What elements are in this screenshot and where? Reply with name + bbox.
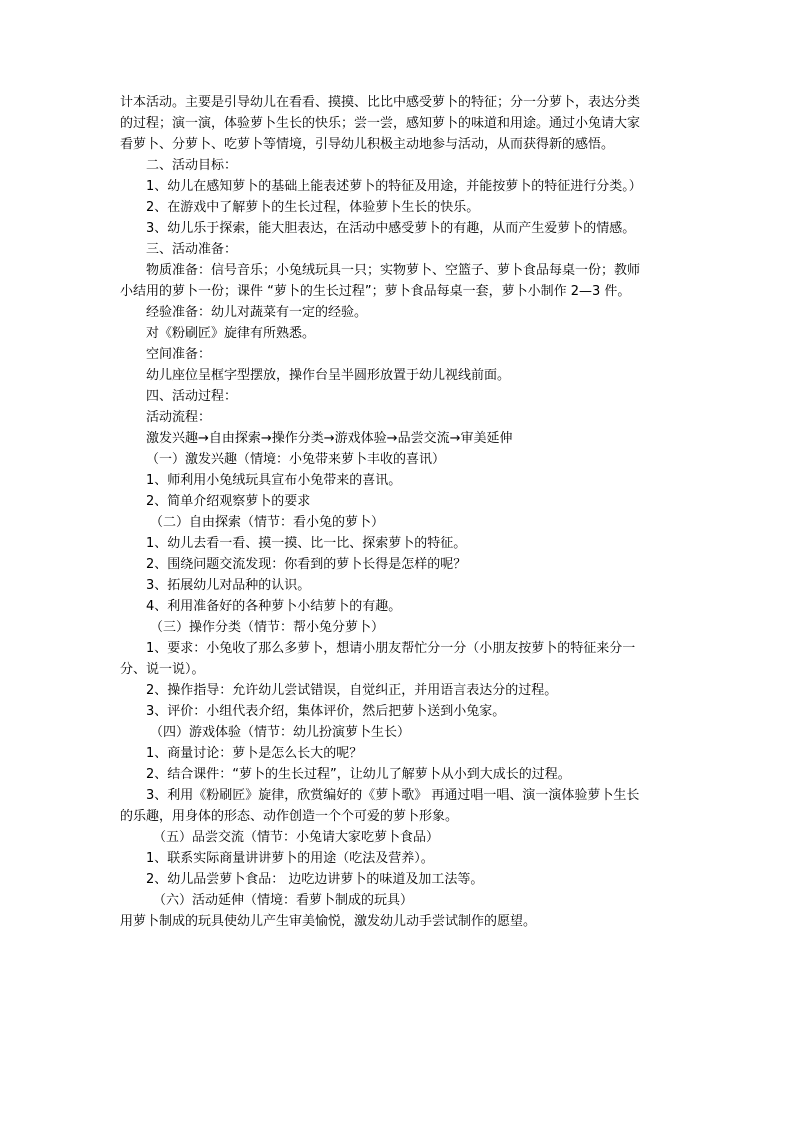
document-line: 2、操作指导：允许幼儿尝试错误，自觉纠正，并用语言表达分的过程。: [146, 683, 558, 698]
document-line: 2、结合课件：“萝卜的生长过程”，让幼儿了解萝卜从小到大成长的过程。: [146, 767, 571, 782]
document-line: 4、利用准备好的各种萝卜小结萝卜的有趣。: [146, 599, 402, 614]
document-line: 物质准备：信号音乐；小兔绒玩具一只；实物萝卜、空篮子、萝卜食品每桌一份；教师: [146, 263, 641, 278]
document-line: （五）品尝交流（情节：小兔请大家吃萝卜食品）: [153, 830, 440, 845]
document-line: 幼儿座位呈框字型摆放，操作台呈半圆形放置于幼儿视线前面。: [146, 368, 511, 383]
document-line: （一）激发兴趣（情境：小兔带来萝卜丰收的喜讯）: [146, 452, 446, 467]
document-line: 空间准备：: [146, 347, 212, 362]
document-line: 看萝卜、分萝卜、吃萝卜等情境，引导幼儿积极主动地参与活动，从而获得新的感悟。: [120, 137, 615, 152]
document-line: （四）游戏体验（情节：幼儿扮演萝卜生长）: [150, 725, 411, 740]
document-line: 3、拓展幼儿对品种的认识。: [146, 578, 311, 593]
document-line: 经验准备：幼儿对蔬菜有一定的经验。: [146, 305, 368, 320]
document-line: 2、围绕问题交流发现：你看到的萝卜长得是怎样的呢？: [146, 557, 467, 572]
document-line: 3、利用《粉刷匠》旋律，欣赏编好的《萝卜歌》 再通过唱一唱、演一演体验萝卜生长: [146, 788, 640, 803]
document-line: 分、说一说）。: [120, 662, 205, 677]
document-line: 1、要求：小兔收了那么多萝卜，想请小朋友帮忙分一分（小朋友按萝卜的特征来分一: [146, 641, 636, 656]
document-line: 1、商量讨论：萝卜是怎么长大的呢？: [146, 746, 363, 761]
document-line: 计本活动。主要是引导幼儿在看看、摸摸、比比中感受萝卜的特征；分一分萝卜，表达分类: [120, 95, 641, 110]
document-line: 1、师利用小兔绒玩具宣布小兔带来的喜讯。: [146, 473, 402, 488]
document-line: 用萝卜制成的玩具使幼儿产生审美愉悦，激发幼儿动手尝试制作的愿望。: [120, 914, 537, 929]
document-line: 2、简单介绍观察萝卜的要求: [146, 494, 311, 509]
document-line: 三、活动准备：: [146, 242, 238, 257]
document-line: 对《粉刷匠》旋律有所熟悉。: [146, 326, 316, 341]
document-line: （二）自由探索（情节：看小兔的萝卜）: [150, 515, 385, 530]
document-line: （三）操作分类（情节：帮小兔分萝卜）: [150, 620, 385, 635]
document-line: 二、活动目标：: [146, 158, 238, 173]
document-line: 小结用的萝卜一份；课件 “萝卜的生长过程”；萝卜食品每桌一套，萝卜小制作 2—3 件。: [120, 284, 631, 299]
document-line: 3、评价：小组代表介绍，集体评价，然后把萝卜送到小兔家。: [146, 704, 506, 719]
document-line: 2、在游戏中了解萝卜的生长过程，体验萝卜生长的快乐。: [146, 200, 480, 215]
document-line: 激发兴趣→自由探索→操作分类→游戏体验→品尝交流→审美延伸: [146, 431, 513, 446]
document-line: 1、联系实际商量讲讲萝卜的用途（吃法及营养）。: [146, 851, 434, 866]
document-line: 3、幼儿乐于探索，能大胆表达，在活动中感受萝卜的有趣，从而产生爱萝卜的情感。: [146, 221, 636, 236]
document-line: 的过程；演一演，体验萝卜生长的快乐；尝一尝，感知萝卜的味道和用途。通过小兔请大家: [120, 116, 641, 131]
document-line: 2、幼儿品尝萝卜食品： 边吃边讲萝卜的味道及加工法等。: [146, 872, 484, 887]
document-line: 活动流程：: [146, 410, 212, 425]
document-line: （六）活动延伸（情境：看萝卜制成的玩具）: [153, 893, 414, 908]
document-body: [120, 92, 676, 932]
document-line: 的乐趣，用身体的形态、动作创造一个个可爱的萝卜形象。: [120, 809, 459, 824]
document-line: 1、幼儿在感知萝卜的基础上能表述萝卜的特征及用途，并能按萝卜的特征进行分类。）: [146, 179, 642, 194]
document-line: 1、幼儿去看一看、摸一摸、比一比、探索萝卜的特征。: [146, 536, 467, 551]
document-line: 四、活动过程：: [146, 389, 238, 404]
